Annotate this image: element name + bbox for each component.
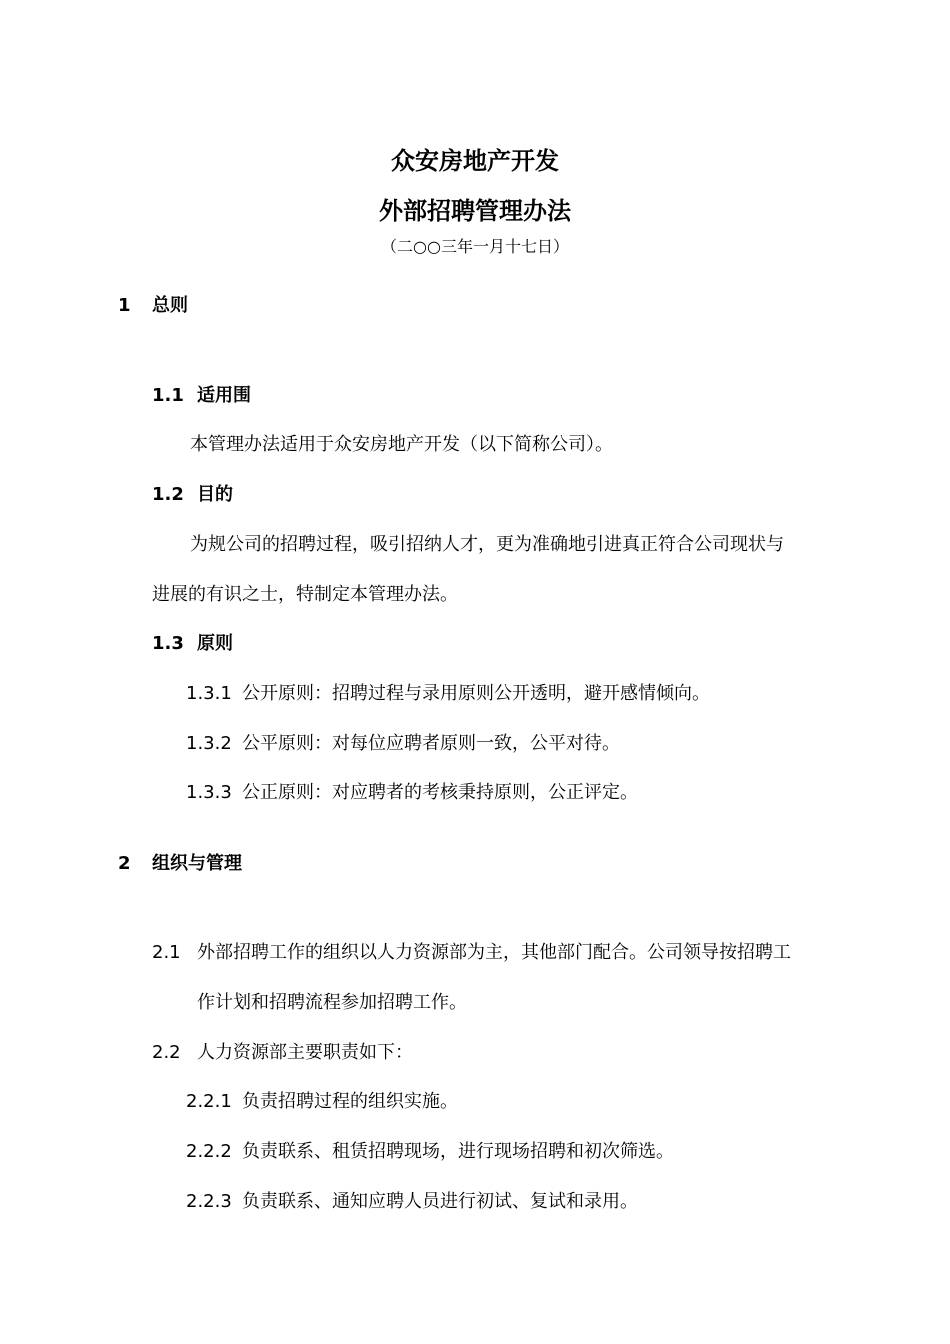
section-title: 适用围 — [197, 385, 251, 406]
item-number: 1.3.3 — [186, 782, 232, 803]
item-text: 公正原则：对应聘者的考核秉持原则，公正评定。 — [242, 782, 638, 803]
principle-item — [186, 729, 620, 755]
section-2-heading — [118, 849, 242, 875]
item-number: 1.3.1 — [186, 683, 232, 704]
section-1-2-text-line1: 为规公司的招聘过程，吸引招纳人才，更为准确地引进真正符合公司现状与 — [190, 534, 784, 555]
section-1-3-heading — [152, 629, 233, 655]
section-number: 1.1 — [152, 385, 184, 406]
duty-item — [186, 1137, 674, 1163]
item-number: 2.1 — [152, 942, 181, 963]
section-2-2-heading — [152, 1038, 413, 1064]
principle-item — [186, 679, 710, 705]
section-1-1-heading — [152, 381, 251, 407]
section-title: 目的 — [197, 484, 233, 505]
section-number: 1.2 — [152, 484, 184, 505]
item-text: 公开原则：招聘过程与录用原则公开透明，避开感情倾向。 — [242, 683, 710, 704]
item-number: 1.3.2 — [186, 733, 232, 754]
section-2-1-line2: 作计划和招聘流程参加招聘工作。 — [197, 992, 467, 1013]
item-text: 负责招聘过程的组织实施。 — [242, 1091, 458, 1112]
duty-item — [186, 1187, 638, 1213]
document-date: （二○○三年一月十七日） — [381, 237, 569, 256]
company-title: 众安房地产开发 — [391, 147, 559, 175]
section-1-1-text: 本管理办法适用于众安房地产开发（以下简称公司）。 — [190, 434, 613, 455]
item-text: 负责联系、通知应聘人员进行初试、复试和录用。 — [242, 1191, 638, 1212]
item-text: 外部招聘工作的组织以人力资源部为主，其他部门配合。公司领导按招聘工 — [197, 942, 791, 963]
principle-item — [186, 778, 638, 804]
section-title: 总则 — [152, 295, 188, 316]
document-title: 外部招聘管理办法 — [379, 197, 571, 225]
item-number: 2.2.1 — [186, 1091, 232, 1112]
section-title: 原则 — [197, 633, 233, 654]
item-number: 2.2 — [152, 1042, 181, 1063]
section-2-1-line1 — [152, 938, 791, 964]
section-1-2-heading — [152, 480, 233, 506]
section-title: 组织与管理 — [152, 853, 242, 874]
item-number: 2.2.3 — [186, 1191, 232, 1212]
item-text: 公平原则：对每位应聘者原则一致，公平对待。 — [242, 733, 620, 754]
item-text: 负责联系、租赁招聘现场，进行现场招聘和初次筛选。 — [242, 1141, 674, 1162]
section-1-heading — [118, 291, 188, 317]
section-number: 2 — [118, 853, 131, 874]
item-number: 2.2.2 — [186, 1141, 232, 1162]
section-number: 1.3 — [152, 633, 184, 654]
duty-item — [186, 1087, 458, 1113]
section-1-2-text-line2: 进展的有识之士，特制定本管理办法。 — [152, 584, 458, 605]
item-text: 人力资源部主要职责如下： — [197, 1042, 413, 1063]
section-number: 1 — [118, 295, 131, 316]
